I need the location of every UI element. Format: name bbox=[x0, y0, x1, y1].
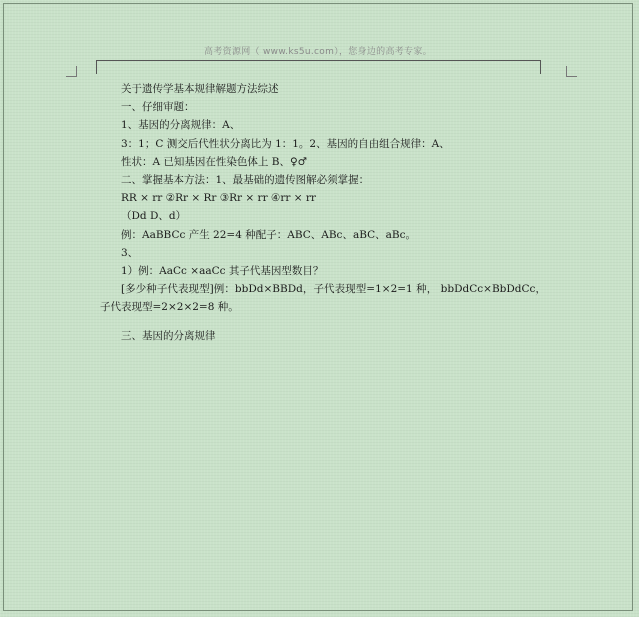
paragraph-7: （Dd D、d） bbox=[121, 210, 187, 223]
paragraph-10: 1）例：AaCc ×aaCc 其子代基因型数目？ bbox=[121, 265, 324, 278]
crop-mark-top-left bbox=[66, 66, 77, 77]
paragraph-1: 一、仔细审题： bbox=[121, 101, 195, 114]
document-body bbox=[100, 80, 546, 345]
header-rule bbox=[96, 60, 540, 61]
paragraph-5: 二、掌握基本方法：1、最基础的遗传图解必须掌握： bbox=[121, 174, 370, 187]
paragraph-3: 3：1；C 测交后代性状分离比为 1：1。2、基因的自由组合规律：A、 bbox=[121, 137, 450, 150]
paragraph-9: 3、 bbox=[121, 246, 139, 259]
paragraph-13: 三、基因的分离规律 bbox=[121, 329, 216, 342]
paragraph-2: 1、基因的分离规律：A、 bbox=[121, 119, 241, 132]
page-header: 高考资源网（ www.ks5u.com），您身边的高考专家。 bbox=[204, 47, 432, 57]
paragraph-12: [多少种子代表现型]例：bbDd×BBDd，子代表现型=1×2=1 种， bbDdCc×BbDdCc，子代表现型=2×2×2=8 种。 bbox=[100, 283, 546, 314]
paragraph-8: 例：AaBBCc 产生 22=4 种配子：ABC、ABc、aBC、aBc。 bbox=[121, 228, 417, 241]
header-rule-left-tick bbox=[96, 60, 97, 74]
header-rule-right-tick bbox=[540, 60, 541, 74]
paragraph-6: RR × rr ②Rr × Rr ③Rr × rr ④rr × rr bbox=[121, 192, 316, 205]
paragraph-4: 性状：A 已知基因在性染色体上 B、♀♂ bbox=[121, 155, 308, 168]
crop-mark-top-right bbox=[566, 66, 577, 77]
document-title: 关于遗传学基本规律解题方法综述 bbox=[121, 83, 279, 95]
